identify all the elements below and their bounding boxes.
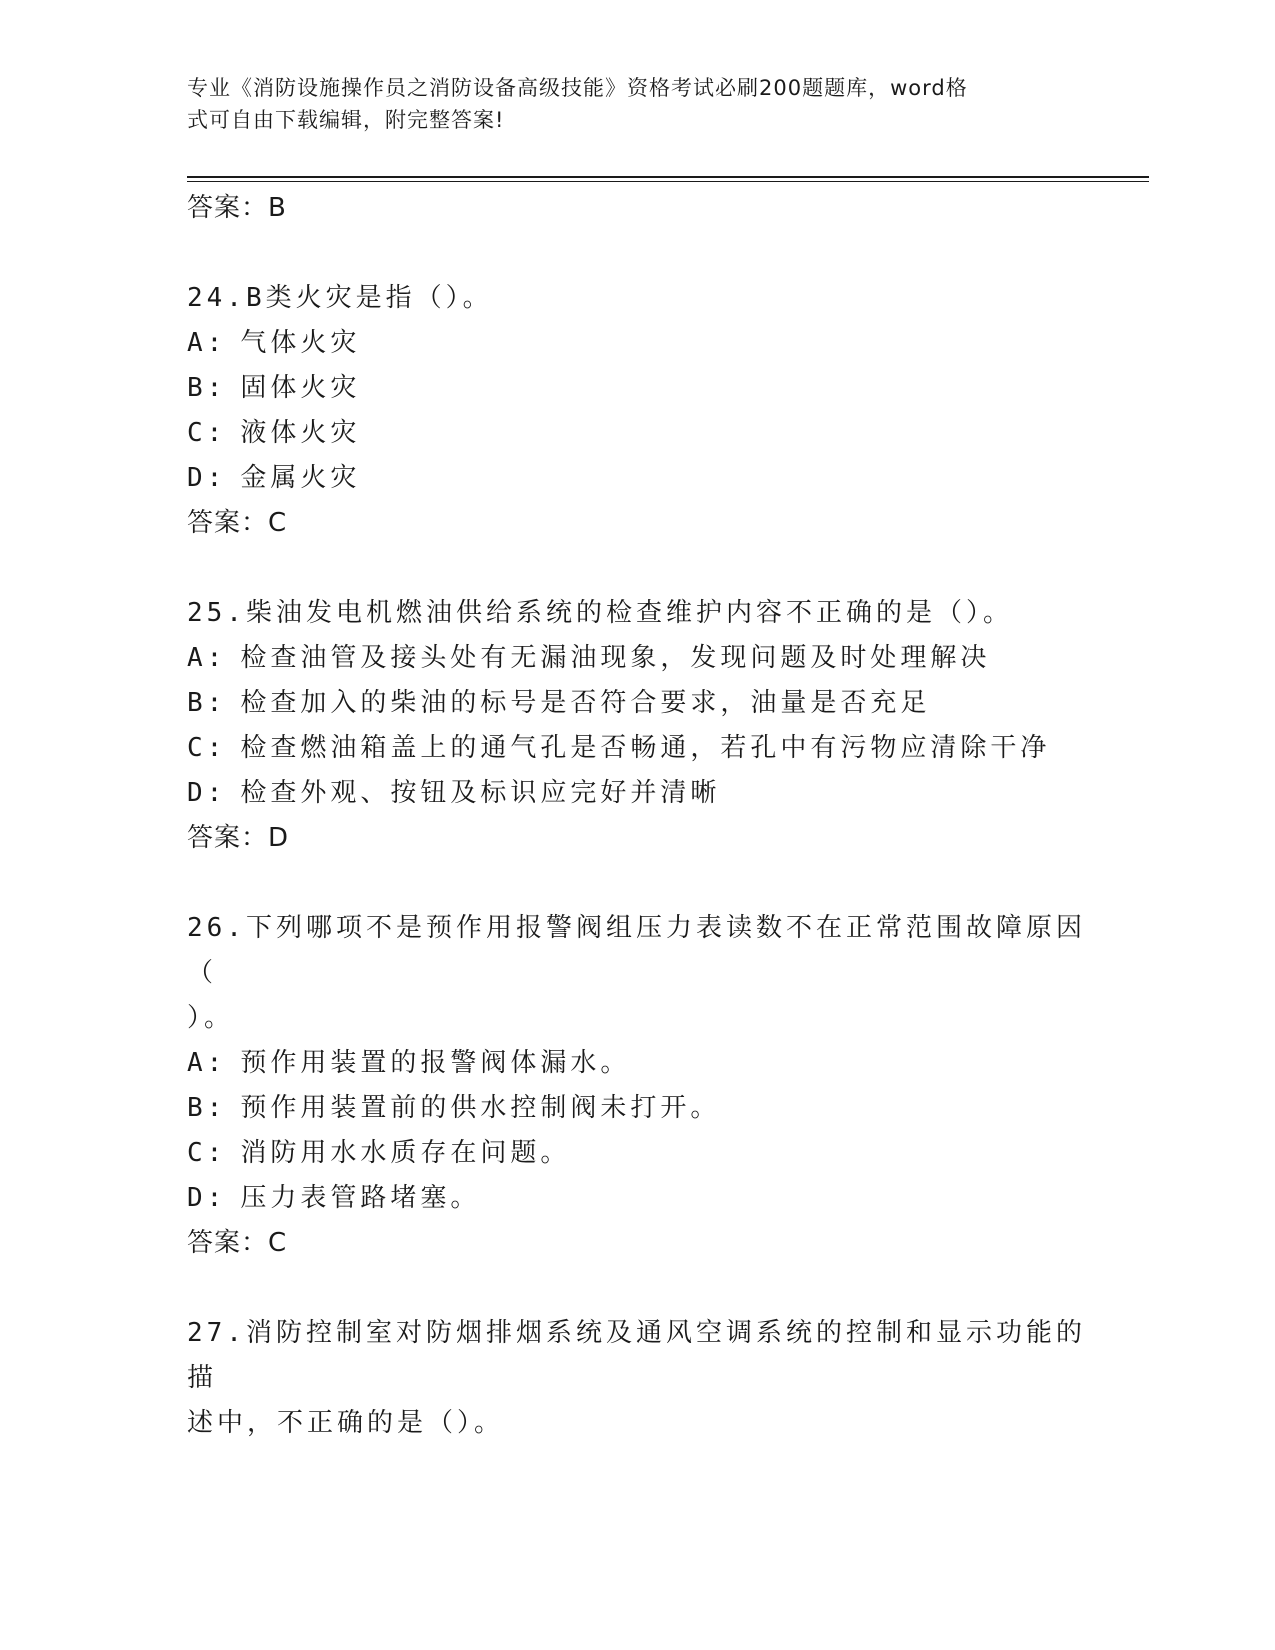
option-label: C: <box>187 418 227 448</box>
option-text: 检查外观、按钮及标识应完好并清晰 <box>240 778 721 808</box>
option-label: D: <box>187 778 227 808</box>
option-b <box>187 681 1087 726</box>
document-header <box>187 72 1067 136</box>
option-text: 检查燃油箱盖上的通气孔是否畅通，若孔中有污物应清除干净 <box>240 733 1051 763</box>
option-a <box>187 1041 1087 1086</box>
question-text-line-2: ）。 <box>187 1003 235 1033</box>
question-26 <box>187 906 1087 1266</box>
option-text: 检查油管及接头处有无漏油现象，发现问题及时处理解决 <box>240 643 991 673</box>
option-text: 固体火灾 <box>240 373 361 403</box>
option-text: 气体火灾 <box>240 328 361 358</box>
option-text: 预作用装置前的供水控制阀未打开。 <box>240 1093 721 1123</box>
question-25 <box>187 591 1087 861</box>
question-text: 25.柴油发电机燃油供给系统的检查维护内容不正确的是（）。 <box>187 598 1013 628</box>
option-label: D: <box>187 1183 227 1213</box>
option-text: 消防用水水质存在问题。 <box>240 1138 571 1168</box>
option-label: B: <box>187 373 227 403</box>
header-line-1: 专业《消防设施操作员之消防设备高级技能》资格考试必刷200题题库，word格 <box>187 76 968 100</box>
answer-25: 答案：D <box>187 823 290 853</box>
option-c <box>187 1131 1087 1176</box>
option-label: A: <box>187 643 227 673</box>
question-24 <box>187 276 1087 546</box>
question-text-line-1: 27.消防控制室对防烟排烟系统及通风空调系统的控制和显示功能的描 <box>187 1318 1086 1393</box>
option-c <box>187 726 1087 771</box>
option-d <box>187 1176 1087 1221</box>
option-text: 压力表管路堵塞。 <box>240 1183 481 1213</box>
question-text <box>187 906 1087 1041</box>
header-line-2: 式可自由下载编辑，附完整答案! <box>187 108 505 132</box>
option-label: B: <box>187 1093 227 1123</box>
question-text: 24.B类火灾是指（）。 <box>187 283 493 313</box>
answer-24: 答案：C <box>187 508 288 538</box>
option-b <box>187 366 1087 411</box>
header-divider-thin <box>187 181 1149 182</box>
option-label: A: <box>187 328 227 358</box>
question-text <box>187 1311 1087 1446</box>
answer-26: 答案：C <box>187 1228 288 1258</box>
option-label: D: <box>187 463 227 493</box>
option-c <box>187 411 1087 456</box>
option-d <box>187 456 1087 501</box>
option-a <box>187 636 1087 681</box>
option-d <box>187 771 1087 816</box>
option-b <box>187 1086 1087 1131</box>
option-a <box>187 321 1087 366</box>
option-label: A: <box>187 1048 227 1078</box>
question-27 <box>187 1311 1087 1446</box>
option-label: C: <box>187 1138 227 1168</box>
question-list <box>187 186 1087 1446</box>
option-text: 液体火灾 <box>240 418 361 448</box>
option-label: B: <box>187 688 227 718</box>
question-text-line-1: 26.下列哪项不是预作用报警阀组压力表读数不在正常范围故障原因（ <box>187 913 1086 988</box>
option-text: 预作用装置的报警阀体漏水。 <box>240 1048 631 1078</box>
answer-23: 答案：B <box>187 193 287 223</box>
option-text: 金属火灾 <box>240 463 361 493</box>
option-label: C: <box>187 733 227 763</box>
option-text: 检查加入的柴油的标号是否符合要求，油量是否充足 <box>240 688 931 718</box>
question-text-line-2: 述中，不正确的是（）。 <box>187 1408 505 1438</box>
header-divider-thick <box>187 176 1149 178</box>
